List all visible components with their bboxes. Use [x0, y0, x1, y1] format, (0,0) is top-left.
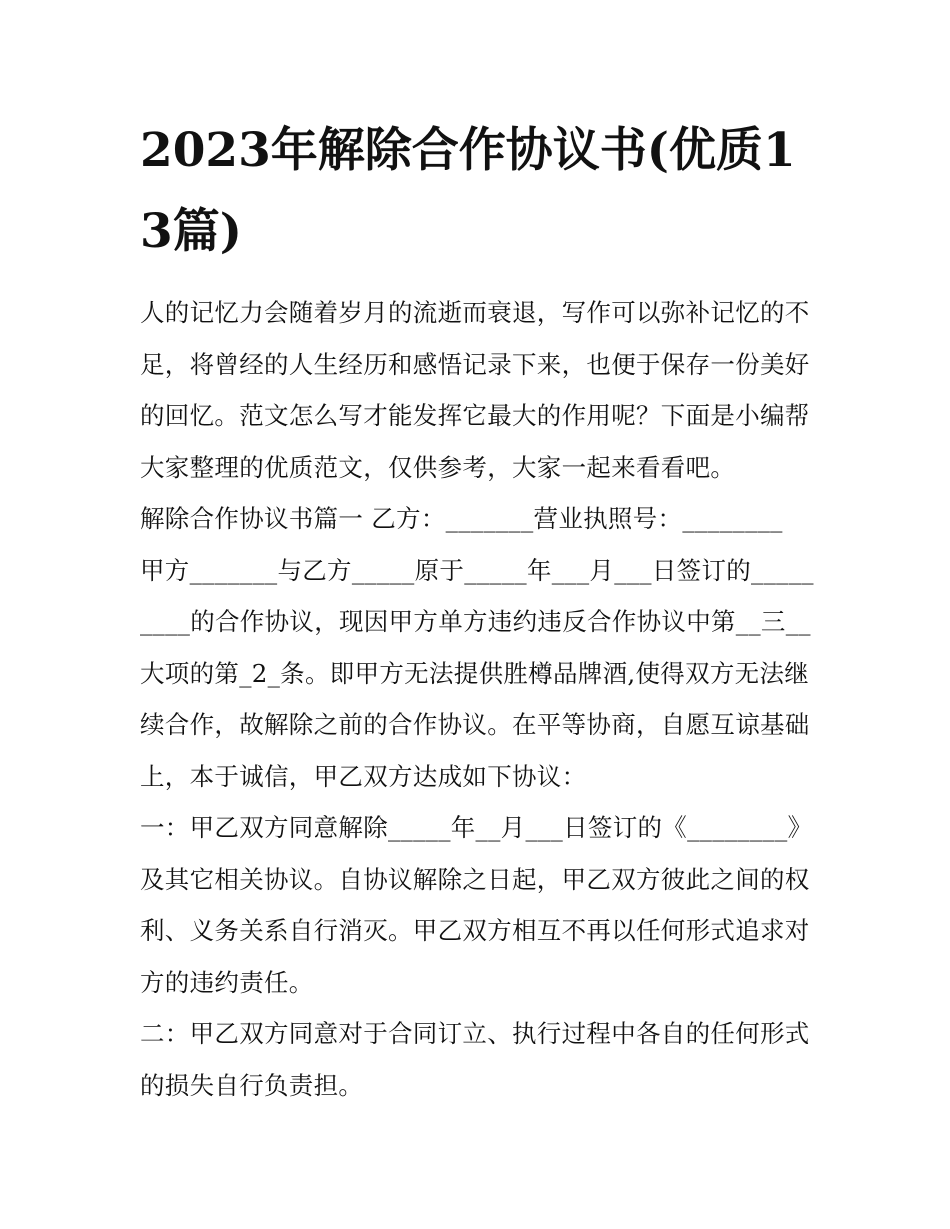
intro-paragraph: 人的记忆力会随着岁月的流逝而衰退，写作可以弥补记忆的不足，将曾经的人生经历和感悟记录下来，也便于保存一份美好的回忆。范文怎么写才能发挥它最大的作用呢？下面是小编帮大家整理的优质范文，仅供参考，大家一起来看看吧。 [140, 298, 810, 482]
clause-one-paragraph: 一：甲乙双方同意解除_____年__月___日签订的《________》及其它相关协议。自协议解除之日起，甲乙双方彼此之间的权利、义务关系自行消灭。甲乙双方相互不再以任何形式追求对方的违约责任。 [140, 813, 813, 997]
agreement-heading-paragraph: 解除合作协议书篇一 乙方：_______营业执照号：________ [140, 504, 783, 533]
document-title: 2023年解除合作协议书(优质13篇) [140, 123, 796, 259]
agreement-body-paragraph: 甲方_______与乙方_____原于_____年___月___日签订的_________的合作协议，现因甲方单方违约违反合作协议中第__三__大项的第_2_条。即甲方无法提供胜樽品牌酒,使得双方无法继续合作，故解除之前的合作协议。在平等协商，自愿互谅基础上，本于诚信，甲乙双方达成如下协议： [140, 555, 814, 791]
document-page [140, 110, 820, 1111]
clause-two-paragraph: 二：甲乙双方同意对于合同订立、执行过程中各自的任何形式的损失自行负责担。 [140, 1019, 810, 1100]
